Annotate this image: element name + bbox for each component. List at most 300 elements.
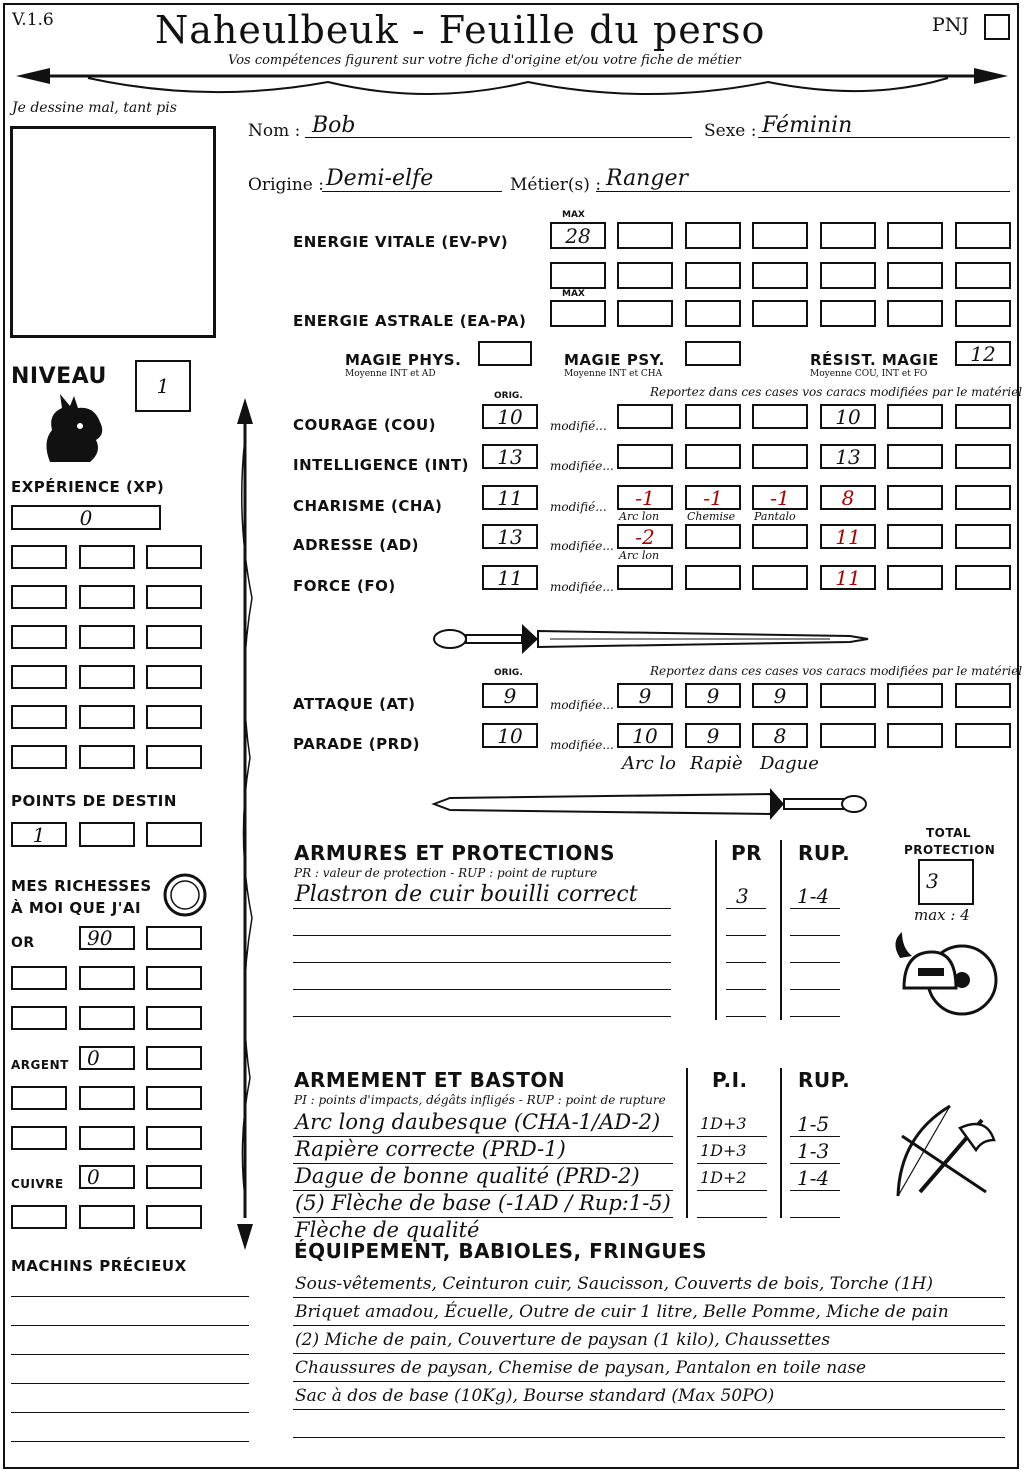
armor-rup-line (790, 1016, 840, 1017)
stat-label: CHARISME (CHA) (293, 497, 443, 515)
metier-field[interactable]: Ranger (606, 166, 688, 191)
ev-box[interactable] (820, 222, 876, 249)
stat-mod-value: -1 (703, 485, 723, 510)
stat-orig-value: 13 (497, 524, 523, 549)
portrait-caption: Je dessine mal, tant pis (12, 100, 177, 116)
combat-mod-value (957, 725, 1009, 746)
weapon-rup-line (790, 1217, 840, 1218)
equipment-line (293, 1297, 1005, 1298)
argent-cell[interactable] (11, 1086, 67, 1110)
sexe-label: Sexe : (704, 121, 757, 141)
stat-mod-value (957, 446, 1009, 467)
stat-mod-value: 13 (835, 444, 861, 469)
armor-rup-line (790, 908, 840, 909)
stat-mod-value (687, 406, 739, 427)
xp-box[interactable]: 0 (11, 505, 161, 530)
stat-mod-box[interactable] (955, 524, 1011, 549)
total-protection-label-2: PROTECTION (904, 843, 996, 857)
weapon-rup[interactable]: 1-4 (797, 1166, 830, 1190)
combat-mod-value: 9 (706, 723, 720, 748)
xp-cell[interactable] (79, 625, 135, 649)
stats-report-note: Reportez dans ces cases vos caracs modifiées par le matériel (650, 385, 1023, 399)
precious-line[interactable] (11, 1383, 249, 1384)
stat-mod-value (754, 446, 806, 467)
helmet-shield-icon (890, 928, 1000, 1028)
weapon-pi[interactable]: 1D+3 (700, 1141, 747, 1160)
stat-orig-box[interactable] (482, 524, 538, 549)
combat-label: PARADE (PRD) (293, 735, 421, 753)
weapon-name-2: Rapiè (690, 753, 743, 774)
armor-line (293, 935, 671, 936)
stat-orig-box[interactable] (482, 444, 538, 469)
destin-box[interactable]: 1 (11, 822, 67, 847)
stat-mod-box[interactable] (685, 444, 741, 469)
weapon-rup[interactable]: 1-3 (797, 1139, 830, 1163)
ea-box[interactable] (955, 300, 1011, 327)
xp-cell[interactable] (146, 745, 202, 769)
combat-mod-box[interactable] (820, 683, 876, 708)
stat-orig-box[interactable] (482, 404, 538, 429)
stat-mod-note: Chemise (687, 510, 736, 523)
weapon-name[interactable]: (5) Flèche de base (-1AD / Rup:1-5) (295, 1191, 671, 1215)
ev-box[interactable] (617, 262, 673, 289)
ev-box[interactable] (887, 222, 943, 249)
combat-mod-value: 8 (773, 723, 787, 748)
xp-cell[interactable] (11, 625, 67, 649)
stat-mod-box[interactable] (820, 485, 876, 510)
stat-mod-box[interactable] (752, 404, 808, 429)
armor-pr-line (726, 908, 766, 909)
nom-label: Nom : (248, 121, 301, 141)
ev-box[interactable] (820, 262, 876, 289)
combat-label: ATTAQUE (AT) (293, 695, 416, 713)
stat-mod-note: Arc lon (619, 549, 660, 562)
ea-box[interactable] (752, 300, 808, 327)
ev-box[interactable] (550, 262, 606, 289)
equipment-text[interactable]: Briquet amadou, Écuelle, Outre de cuir 1 litre, Belle Pomme, Miche de pain (295, 1302, 949, 1322)
combat-mod-value (889, 725, 941, 746)
cuivre-cell[interactable] (146, 1165, 202, 1189)
ea-box[interactable] (820, 300, 876, 327)
resist-magie-label: RÉSIST. MAGIE (810, 351, 940, 369)
armor-rup-line (790, 989, 840, 990)
xp-cell[interactable] (79, 585, 135, 609)
stat-mod-box[interactable] (752, 565, 808, 590)
stat-orig-value: 11 (497, 565, 523, 590)
armor-divider (715, 840, 717, 1020)
weapons-note: PI : points d'impacts, dégâts infligés - RUP : point de rupture (294, 1093, 666, 1107)
argent-cell[interactable] (79, 1086, 135, 1110)
niveau-box[interactable]: 1 (135, 360, 191, 412)
xp-label: EXPÉRIENCE (XP) (11, 478, 165, 496)
stat-mod-value (957, 526, 1009, 547)
weapons-divider (780, 1068, 782, 1218)
coin-icon (162, 872, 208, 918)
stat-mod-box[interactable] (685, 565, 741, 590)
stat-orig-value: 13 (497, 444, 523, 469)
version-label: V.1.6 (12, 10, 54, 30)
stat-mod-box[interactable] (955, 404, 1011, 429)
combat-mod-box[interactable] (752, 723, 808, 748)
metier-underline (596, 191, 1010, 192)
armor-note: PR : valeur de protection - RUP : point de rupture (294, 866, 598, 880)
stat-label: ADRESSE (AD) (293, 536, 420, 554)
cuivre-cell[interactable] (79, 1205, 135, 1229)
cuivre-box[interactable]: 0 (79, 1165, 135, 1189)
equipment-text[interactable]: Sous-vêtements, Ceinturon cuir, Saucisson, Couverts de bois, Torche (1H) (295, 1274, 933, 1294)
stat-mod-box[interactable] (820, 565, 876, 590)
sexe-field[interactable]: Féminin (762, 113, 853, 138)
combat-orig-value: 9 (503, 683, 517, 708)
weapon-name[interactable]: Flèche de qualité (295, 1218, 480, 1242)
equipment-line (293, 1409, 1005, 1410)
precious-line[interactable] (11, 1441, 249, 1442)
precious-line[interactable] (11, 1296, 249, 1297)
combat-mod-box[interactable] (887, 723, 943, 748)
combat-mod-value (822, 725, 874, 746)
page-title: Naheulbeuk - Feuille du perso (155, 8, 766, 52)
ev-box[interactable] (887, 262, 943, 289)
pnj-checkbox[interactable] (984, 14, 1010, 40)
weapon-name[interactable]: Rapière correcte (PRD-1) (295, 1137, 566, 1161)
stat-orig-value: 11 (497, 485, 523, 510)
dragon-icon (40, 392, 106, 466)
stat-orig-box[interactable] (482, 565, 538, 590)
weapon-pi[interactable]: 1D+2 (700, 1168, 747, 1187)
origine-field[interactable]: Demi-elfe (326, 166, 434, 191)
stat-mod-box[interactable] (752, 444, 808, 469)
stat-mod-box[interactable] (617, 444, 673, 469)
weapon-name[interactable]: Dague de bonne qualité (PRD-2) (295, 1164, 640, 1188)
total-protection-label: TOTAL (926, 826, 972, 840)
stat-orig-value: 10 (497, 404, 523, 429)
ev-box[interactable] (955, 222, 1011, 249)
ev-max-label: MAX (562, 210, 585, 220)
metier-label: Métier(s) : (510, 175, 602, 195)
stat-mod-value (754, 567, 806, 588)
armor-pr-label: PR (731, 841, 763, 865)
equipment-text[interactable]: Sac à dos de base (10Kg), Bourse standard (Max 50PO) (295, 1386, 775, 1406)
armor-line (293, 989, 671, 990)
xp-cell[interactable] (146, 545, 202, 569)
ev-box[interactable] (685, 222, 741, 249)
sword-icon (430, 784, 870, 824)
xp-cell[interactable] (79, 545, 135, 569)
equipment-line (293, 1437, 1005, 1438)
machins-precieux-label: MACHINS PRÉCIEUX (11, 1257, 187, 1275)
weapon-pi-line (697, 1190, 767, 1191)
armor-rup-label: RUP. (798, 841, 851, 865)
or-label: OR (11, 935, 35, 951)
equipment-line (293, 1353, 1005, 1354)
combat-mod-value: 10 (632, 723, 658, 748)
combat-orig-box[interactable] (482, 683, 538, 708)
weapon-pi-line (697, 1163, 767, 1164)
stat-mod-box[interactable] (617, 485, 673, 510)
combat-mod-value (957, 685, 1009, 706)
stat-mod-value (754, 526, 806, 547)
combat-mod-box[interactable] (955, 723, 1011, 748)
stat-mod-box[interactable] (820, 524, 876, 549)
combat-mod-box[interactable] (820, 723, 876, 748)
weapon-pi-line (697, 1217, 767, 1218)
stat-mod-box[interactable] (955, 444, 1011, 469)
ea-box[interactable] (887, 300, 943, 327)
ev-box[interactable] (617, 222, 673, 249)
argent-label: ARGENT (11, 1058, 69, 1072)
stat-mod-value (619, 406, 671, 427)
combat-mod-label: modifiée... (550, 738, 614, 752)
stat-mod-value (619, 567, 671, 588)
stat-mod-box[interactable] (887, 524, 943, 549)
combat-mod-value: 9 (638, 683, 652, 708)
stat-mod-value: 10 (835, 404, 861, 429)
armor-rup-line (790, 962, 840, 963)
argent-cell[interactable] (146, 1086, 202, 1110)
stat-mod-box[interactable] (955, 485, 1011, 510)
combat-mod-box[interactable] (752, 683, 808, 708)
resist-magie-note: Moyenne COU, INT et FO (810, 369, 928, 379)
or-cell[interactable] (146, 966, 202, 990)
argent-cell[interactable] (146, 1126, 202, 1150)
combat-orig-box[interactable] (482, 723, 538, 748)
equipment-title: ÉQUIPEMENT, BABIOLES, FRINGUES (294, 1239, 708, 1263)
argent-cell[interactable] (11, 1126, 67, 1150)
stat-mod-label: modifié... (550, 500, 607, 514)
equipment-line (293, 1325, 1005, 1326)
combat-mod-box[interactable] (617, 683, 673, 708)
or-cell[interactable] (11, 1006, 67, 1030)
combat-mod-box[interactable] (955, 683, 1011, 708)
ea-box[interactable] (685, 300, 741, 327)
weapon-rup-line (790, 1136, 840, 1137)
magie-phys-label: MAGIE PHYS. (345, 351, 462, 369)
or-box[interactable]: 90 (79, 926, 135, 950)
portrait-box[interactable] (10, 126, 216, 338)
magie-phys-note: Moyenne INT et AD (345, 369, 436, 379)
stat-mod-value (687, 446, 739, 467)
stat-mod-box[interactable] (887, 565, 943, 590)
stat-mod-value: -2 (635, 524, 655, 549)
weapons-title: ARMEMENT ET BASTON (294, 1068, 566, 1092)
combat-mod-value: 9 (773, 683, 787, 708)
weapon-pi-line (697, 1136, 767, 1137)
xp-cell[interactable] (11, 745, 67, 769)
magie-phys-box[interactable] (478, 341, 532, 366)
stat-mod-box[interactable] (820, 404, 876, 429)
richesses-label: MES RICHESSES (11, 877, 152, 895)
combat-mod-box[interactable] (685, 723, 741, 748)
destin-box[interactable] (146, 822, 202, 847)
stat-mod-value (957, 406, 1009, 427)
combat-report-note: Reportez dans ces cases vos caracs modifiées par le matériel (650, 664, 1023, 678)
weapons-pi-label: P.I. (712, 1068, 748, 1092)
weapon-name[interactable]: Arc long daubesque (CHA-1/AD-2) (295, 1110, 661, 1134)
combat-orig-value: 10 (497, 723, 523, 748)
stat-mod-box[interactable] (617, 524, 673, 549)
magie-psy-box[interactable] (685, 341, 741, 366)
stat-mod-box[interactable] (685, 404, 741, 429)
total-protection-max: max : 4 (914, 906, 970, 924)
xp-cell[interactable] (11, 705, 67, 729)
stat-mod-box[interactable] (685, 485, 741, 510)
weapon-rup[interactable]: 1-5 (797, 1112, 830, 1136)
combat-mod-label: modifiée... (550, 698, 614, 712)
stat-mod-value (619, 446, 671, 467)
ea-max-box[interactable] (550, 300, 606, 327)
stat-mod-value: 11 (835, 565, 861, 590)
stat-mod-value: -1 (635, 485, 655, 510)
combat-mod-box[interactable] (887, 683, 943, 708)
origine-label: Origine : (248, 175, 324, 195)
stat-mod-note: Pantalo (754, 510, 796, 523)
magie-psy-label: MAGIE PSY. (564, 351, 665, 369)
weapon-name-3: Dague (760, 753, 819, 774)
weapon-rup-line (790, 1163, 840, 1164)
combat-mod-value (822, 685, 874, 706)
or-cell[interactable] (11, 966, 67, 990)
stat-mod-box[interactable] (752, 485, 808, 510)
stat-mod-label: modifiée... (550, 539, 614, 553)
pnj-label: PNJ (932, 14, 970, 36)
combat-orig-label: ORIG. (494, 668, 523, 678)
nom-underline (305, 137, 692, 138)
armor-line (293, 1016, 671, 1017)
destin-box[interactable] (79, 822, 135, 847)
xp-cell[interactable] (146, 665, 202, 689)
stat-mod-box[interactable] (820, 444, 876, 469)
cuivre-cell[interactable] (11, 1205, 67, 1229)
weapons-rup-label: RUP. (798, 1068, 851, 1092)
weapon-pi[interactable]: 1D+3 (700, 1114, 747, 1133)
sword-icon (430, 618, 870, 660)
stat-mod-box[interactable] (887, 444, 943, 469)
armor-name[interactable]: Plastron de cuir bouilli correct (295, 882, 638, 907)
ev-box[interactable] (685, 262, 741, 289)
stat-mod-value (957, 487, 1009, 508)
stat-mod-box[interactable] (887, 404, 943, 429)
stat-mod-label: modifié... (550, 419, 607, 433)
ea-max-label: MAX (562, 289, 585, 299)
xp-cell[interactable] (146, 705, 202, 729)
total-protection-box[interactable]: 3 (918, 859, 974, 905)
ev-label: ENERGIE VITALE (EV-PV) (293, 233, 509, 251)
stat-mod-value (687, 567, 739, 588)
xp-cell[interactable] (146, 625, 202, 649)
combat-mod-value (889, 685, 941, 706)
cuivre-label: CUIVRE (11, 1177, 64, 1191)
ea-box[interactable] (617, 300, 673, 327)
or-cell[interactable] (79, 966, 135, 990)
xp-cell[interactable] (79, 705, 135, 729)
armor-pr-line (726, 1016, 766, 1017)
precious-line[interactable] (11, 1354, 249, 1355)
crossed-weapons-icon (890, 1096, 1000, 1206)
or-cell[interactable] (79, 1006, 135, 1030)
xp-cell[interactable] (146, 585, 202, 609)
armor-divider (780, 840, 782, 1020)
stat-mod-value: 11 (835, 524, 861, 549)
armor-pr-line (726, 989, 766, 990)
ev-max-box[interactable]: 28 (550, 222, 606, 249)
stat-mod-value (754, 406, 806, 427)
destin-label: POINTS DE DESTIN (11, 792, 177, 810)
equipment-line (293, 1381, 1005, 1382)
equipment-text[interactable]: (2) Miche de pain, Couverture de paysan (1 kilo), Chaussettes (295, 1330, 831, 1350)
stat-label: INTELLIGENCE (INT) (293, 456, 469, 474)
xp-cell[interactable] (11, 665, 67, 689)
ev-box[interactable] (752, 262, 808, 289)
argent-cell[interactable] (79, 1126, 135, 1150)
armor-line (293, 962, 671, 963)
xp-cell[interactable] (79, 665, 135, 689)
armor-rup[interactable]: 1-4 (797, 884, 830, 908)
stat-mod-value (957, 567, 1009, 588)
stat-mod-box[interactable] (752, 524, 808, 549)
armor-rup-line (790, 935, 840, 936)
stat-mod-label: modifiée... (550, 580, 614, 594)
stat-label: FORCE (FO) (293, 577, 396, 595)
or-cell[interactable] (146, 926, 202, 950)
combat-mod-value: 9 (706, 683, 720, 708)
stat-mod-note: Arc lon (619, 510, 660, 523)
armor-pr[interactable]: 3 (736, 884, 749, 908)
nom-field[interactable]: Bob (312, 113, 356, 138)
stat-mod-box[interactable] (685, 524, 741, 549)
staff-icon (230, 398, 260, 1250)
equipment-text[interactable]: Chaussures de paysan, Chemise de paysan, Pantalon en toile nase (295, 1358, 867, 1378)
ev-box[interactable] (955, 262, 1011, 289)
stat-mod-box[interactable] (617, 565, 673, 590)
magie-psy-note: Moyenne INT et CHA (564, 369, 663, 379)
combat-mod-box[interactable] (685, 683, 741, 708)
niveau-label: NIVEAU (11, 364, 107, 389)
richesses-label-2: À MOI QUE J'AI (11, 899, 142, 917)
ea-label: ENERGIE ASTRALE (EA-PA) (293, 312, 527, 330)
xp-cell[interactable] (79, 745, 135, 769)
precious-line[interactable] (11, 1325, 249, 1326)
stat-mod-label: modifiée... (550, 459, 614, 473)
cuivre-cell[interactable] (146, 1205, 202, 1229)
stat-mod-box[interactable] (955, 565, 1011, 590)
stat-orig-box[interactable] (482, 485, 538, 510)
precious-line[interactable] (11, 1412, 249, 1413)
stat-label: COURAGE (COU) (293, 416, 437, 434)
page-subtitle: Vos compétences figurent sur votre fiche d'origine et/ou votre fiche de métier (228, 53, 741, 68)
resist-magie-box[interactable]: 12 (955, 341, 1011, 366)
combat-mod-box[interactable] (617, 723, 673, 748)
stat-mod-value: 8 (841, 485, 855, 510)
stat-mod-box[interactable] (617, 404, 673, 429)
stats-orig-label: ORIG. (494, 391, 523, 401)
argent-box[interactable]: 0 (79, 1046, 135, 1070)
weapons-divider (686, 1068, 688, 1218)
armor-title: ARMURES ET PROTECTIONS (294, 841, 615, 865)
argent-cell[interactable] (146, 1046, 202, 1070)
or-cell[interactable] (146, 1006, 202, 1030)
armor-pr-line (726, 935, 766, 936)
stat-mod-box[interactable] (887, 485, 943, 510)
stat-mod-value (687, 526, 739, 547)
ev-box[interactable] (752, 222, 808, 249)
weapon-name-1: Arc lo (622, 753, 676, 774)
xp-cell[interactable] (11, 545, 67, 569)
weapon-rup-line (790, 1190, 840, 1191)
stat-mod-value: -1 (770, 485, 790, 510)
armor-pr-line (726, 962, 766, 963)
origine-underline (322, 191, 502, 192)
xp-cell[interactable] (11, 585, 67, 609)
